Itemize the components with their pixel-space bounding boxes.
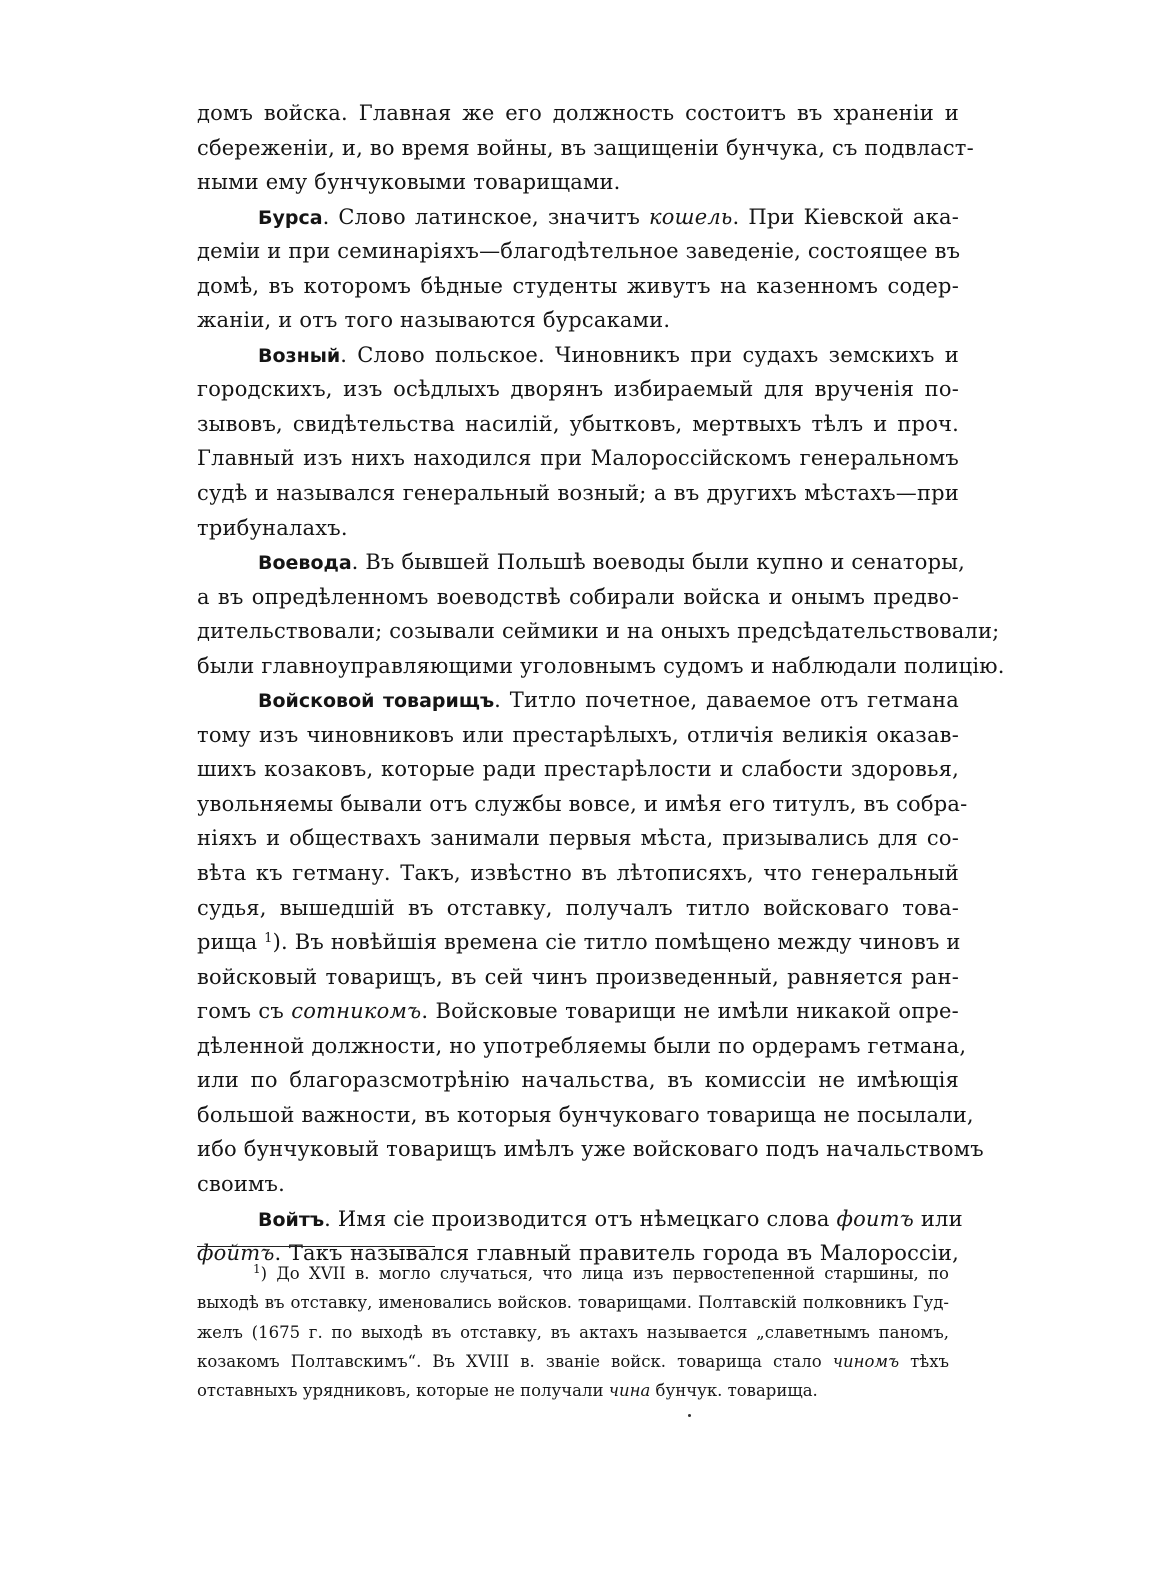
text-line: ибо бунчуковый товарищъ имѣлъ уже войсковаго подъ начальствомъ: [197, 1137, 984, 1162]
entry-term-voit: Войтъ: [258, 1208, 325, 1231]
text-span: бунчук. товарища.: [650, 1381, 818, 1401]
entry-bursa-line: [197, 200, 959, 235]
text-span: ). Въ новѣйшія времена сіе титло помѣщено между чиновъ и: [272, 930, 961, 955]
footnote-divider: [197, 1246, 435, 1247]
italic-word: сотникомъ: [291, 999, 422, 1024]
footnote-line: [197, 1376, 949, 1405]
text-line: увольняемы бывали отъ службы вовсе, и имѣя его титулъ, въ собра-: [197, 791, 968, 816]
text-span: гомъ съ: [197, 999, 292, 1024]
footnote-line: выходѣ въ отставку, именовались войсков. товарищами. Полтавскій полковникъ Гуд-: [197, 1293, 949, 1313]
text-line: ными ему бунчуковыми товарищами.: [197, 170, 621, 195]
text-line: вѣта къ гетману. Такъ, извѣстно въ лѣтописяхъ, что генеральный: [197, 861, 959, 886]
body-text: [197, 96, 1005, 1271]
entry-term-bursa: Бурса: [258, 206, 323, 229]
italic-word: фойтъ: [197, 1241, 275, 1266]
text-span: . Титло почетное, даваемое отъ гетмана: [494, 688, 960, 713]
text-line: судѣ и назывался генеральный возный; а въ другихъ мѣстахъ—при: [197, 481, 959, 506]
text-span: . Войсковые товарищи не имѣли никакой опре-: [421, 999, 959, 1024]
text-span: козакомъ Полтавскимъ“. Въ XVIII в. званіе войск. товарища стало: [197, 1351, 833, 1371]
entry-vozny-line: [197, 338, 959, 373]
text-span: . Слово польское. Чиновникъ при судахъ земскихъ и: [340, 342, 959, 367]
footnote-line: желъ (1675 г. по выходѣ въ отставку, въ актахъ называется „славетнымъ паномъ,: [197, 1322, 949, 1342]
footnote-reference[interactable]: 1: [264, 931, 273, 947]
italic-word: чиномъ: [832, 1351, 900, 1371]
entry-term-voevoda: Воевода: [258, 552, 352, 575]
text-line: дительствовали; созывали сеймики и на оныхъ предсѣдательствовали;: [197, 619, 1000, 644]
text-line: городскихъ, изъ осѣдлыхъ дворянъ избираемый для врученія по-: [197, 377, 959, 402]
text-span: . Слово латинское, значитъ: [322, 204, 650, 229]
text-line: судья, вышедшій въ отставку, получалъ титло войсковаго това-: [197, 895, 959, 920]
text-span: . Въ бывшей Польшѣ воеводы были купно и сенаторы,: [351, 550, 965, 575]
text-line: зывовъ, свидѣтельства насилій, убытковъ, мертвыхъ тѣлъ и проч.: [197, 411, 959, 436]
italic-word: фоитъ: [836, 1206, 914, 1231]
text-line: [197, 925, 959, 960]
text-span: тѣхъ: [899, 1351, 949, 1371]
italic-word: кошель: [649, 204, 733, 229]
text-span: или: [913, 1206, 963, 1231]
text-line: войсковый товарищъ, въ сей чинъ произведенный, равняется ран-: [197, 964, 959, 989]
entry-term-voiskovoi: Войсковой товарищъ: [258, 690, 495, 713]
footnote-line: [197, 1347, 949, 1376]
text-span: . При Кіевской ака-: [732, 204, 959, 229]
text-line: большой важности, въ которыя бунчуковаго товарища не посылали,: [197, 1102, 974, 1127]
text-line: своимъ.: [197, 1171, 285, 1196]
text-line: домѣ, въ которомъ бѣдные студенты живутъ на казенномъ содер-: [197, 273, 959, 298]
text-line: тому изъ чиновниковъ или престарѣлыхъ, отличія великія оказав-: [197, 722, 959, 747]
text-line: Главный изъ нихъ находился при Малороссійскомъ генеральномъ: [197, 446, 959, 471]
text-line: деміи и при семинаріяхъ—благодѣтельное заведеніе, состоящее въ: [197, 239, 961, 264]
entry-voit-line: [197, 1202, 963, 1237]
italic-word: чина: [608, 1381, 651, 1401]
entry-voiskovoi-line: [197, 683, 959, 718]
scan-speck: [688, 1414, 691, 1417]
text-line: были главноуправляющими уголовнымъ судомъ и наблюдали полицію.: [197, 653, 1005, 678]
text-line: трибуналахъ.: [197, 515, 348, 540]
text-span: . Такъ назывался главный правитель города въ Малороссіи,: [274, 1241, 959, 1266]
text-span: ) До XVII в. могло случаться, что лица изъ первостепенной старшины, по: [260, 1264, 949, 1283]
footnote-marker: 1: [253, 1262, 261, 1276]
text-line: жаніи, и отъ того называются бурсаками.: [197, 308, 671, 333]
text-line: сбереженіи, и, во время войны, въ защищеніи бунчука, съ подвласт-: [197, 135, 974, 160]
entry-term-vozny: Возный: [258, 344, 341, 367]
footnotes: [197, 1259, 949, 1405]
text-span: отставныхъ урядниковъ, которые не получали: [197, 1381, 609, 1401]
text-line: домъ войска. Главная же его должность состоитъ въ храненіи и: [197, 101, 959, 125]
text-line: или по благоразсмотрѣнію начальства, въ комиссіи не имѣющія: [197, 1068, 959, 1093]
text-line: а въ опредѣленномъ воеводствѣ собирали войска и онымъ предво-: [197, 584, 959, 609]
text-line: [197, 994, 959, 1029]
text-line: дѣленной должности, но употребляемы были по ордерамъ гетмана,: [197, 1033, 967, 1058]
text-span: . Имя сіе производится отъ нѣмецкаго слова: [324, 1206, 837, 1231]
entry-voevoda-line: [197, 545, 965, 580]
text-line: ніяхъ и обществахъ занимали первыя мѣста, призывались для со-: [197, 826, 959, 851]
text-span: рища: [197, 930, 265, 955]
text-line: шихъ козаковъ, которые ради престарѣлости и слабости здоровья,: [197, 757, 959, 782]
footnote-line: [197, 1259, 949, 1288]
